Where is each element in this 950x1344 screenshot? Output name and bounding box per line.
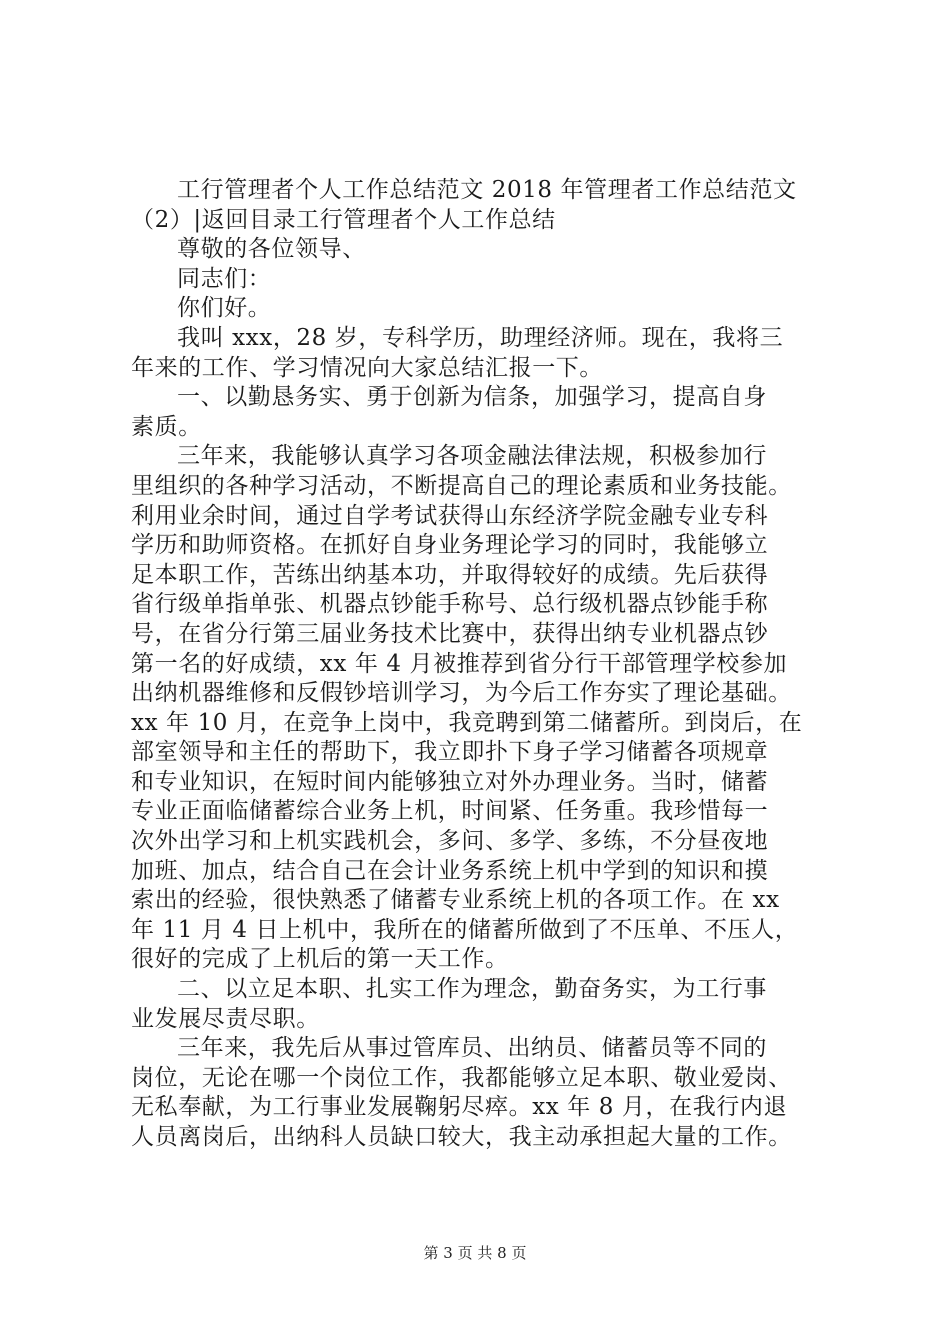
text-line: 和专业知识，在短时间内能够独立对外办理业务。当时，储蓄 <box>131 768 769 795</box>
text-line: 三年来，我能够认真学习各项金融法律法规，积极参加行 <box>177 443 767 470</box>
text-line: 专业正面临储蓄综合业务上机，时间紧、任务重。我珍惜每一 <box>131 798 769 825</box>
text-line: 学历和助师资格。在抓好自身业务理论学习的同时，我能够立 <box>131 532 769 559</box>
text-line: 加班、加点，结合自己在会计业务系统上机中学到的知识和摸 <box>131 857 769 884</box>
text-line: 素质。 <box>131 413 202 440</box>
text-line: 出纳机器维修和反假钞培训学习，为今后工作夯实了理论基础。 <box>131 680 792 707</box>
text-line: 业发展尽责尽职。 <box>131 1005 320 1032</box>
text-line: 利用业余时间，通过自学考试获得山东经济学院金融专业专科 <box>131 502 769 529</box>
text-line: 岗位，无论在哪一个岗位工作，我都能够立足本职、敬业爱岗、 <box>131 1064 792 1091</box>
text-line: xx 年 10 月，在竞争上岗中，我竞聘到第二储蓄所。到岗后，在 <box>131 709 803 736</box>
text-line: 很好的完成了上机后的第一天工作。 <box>131 946 509 973</box>
text-line: 无私奉献，为工行事业发展鞠躬尽瘁。xx 年 8 月，在我行内退 <box>131 1094 788 1121</box>
text-line: （2）|返回目录工行管理者个人工作总结 <box>131 206 556 233</box>
document-body <box>131 176 831 1153</box>
text-line: 同志们： <box>177 265 272 292</box>
text-line: 省行级单指单张、机器点钞能手称号、总行级机器点钞能手称 <box>131 591 769 618</box>
text-line: 第一名的好成绩，xx 年 4 月被推荐到省分行干部管理学校参加 <box>131 650 788 677</box>
text-line: 部室领导和主任的帮助下，我立即扑下身子学习储蓄各项规章 <box>131 739 769 766</box>
text-line: 二、以立足本职、扎实工作为理念，勤奋务实，为工行事 <box>177 976 767 1003</box>
page-footer: 第 3 页 共 8 页 <box>423 1244 527 1262</box>
text-line: 年来的工作、学习情况向大家总结汇报一下。 <box>131 354 603 381</box>
text-line: 号，在省分行第三届业务技术比赛中，获得出纳专业机器点钞 <box>131 620 769 647</box>
text-line: 里组织的各种学习活动，不断提高自己的理论素质和业务技能。 <box>131 472 792 499</box>
text-line: 索出的经验，很快熟悉了储蓄专业系统上机的各项工作。在 xx <box>131 887 780 914</box>
text-line: 你们好。 <box>177 295 272 322</box>
text-line: 尊敬的各位领导、 <box>177 236 366 263</box>
text-line: 工行管理者个人工作总结范文 2018 年管理者工作总结范文 <box>177 177 797 203</box>
text-line: 一、以勤恳务实、勇于创新为信条，加强学习，提高自身 <box>177 384 767 411</box>
text-line: 人员离岗后，出纳科人员缺口较大，我主动承担起大量的工作。 <box>131 1124 792 1150</box>
text-line: 三年来，我先后从事过管库员、出纳员、储蓄员等不同的 <box>177 1035 767 1062</box>
text-line: 足本职工作，苦练出纳基本功，并取得较好的成绩。先后获得 <box>131 561 769 588</box>
text-line: 年 11 月 4 日上机中，我所在的储蓄所做到了不压单、不压人， <box>131 916 799 943</box>
text-line: 我叫 xxx，28 岁，专科学历，助理经济师。现在，我将三 <box>177 324 784 351</box>
text-line: 次外出学习和上机实践机会，多问、多学、多练，不分昼夜地 <box>131 828 769 855</box>
